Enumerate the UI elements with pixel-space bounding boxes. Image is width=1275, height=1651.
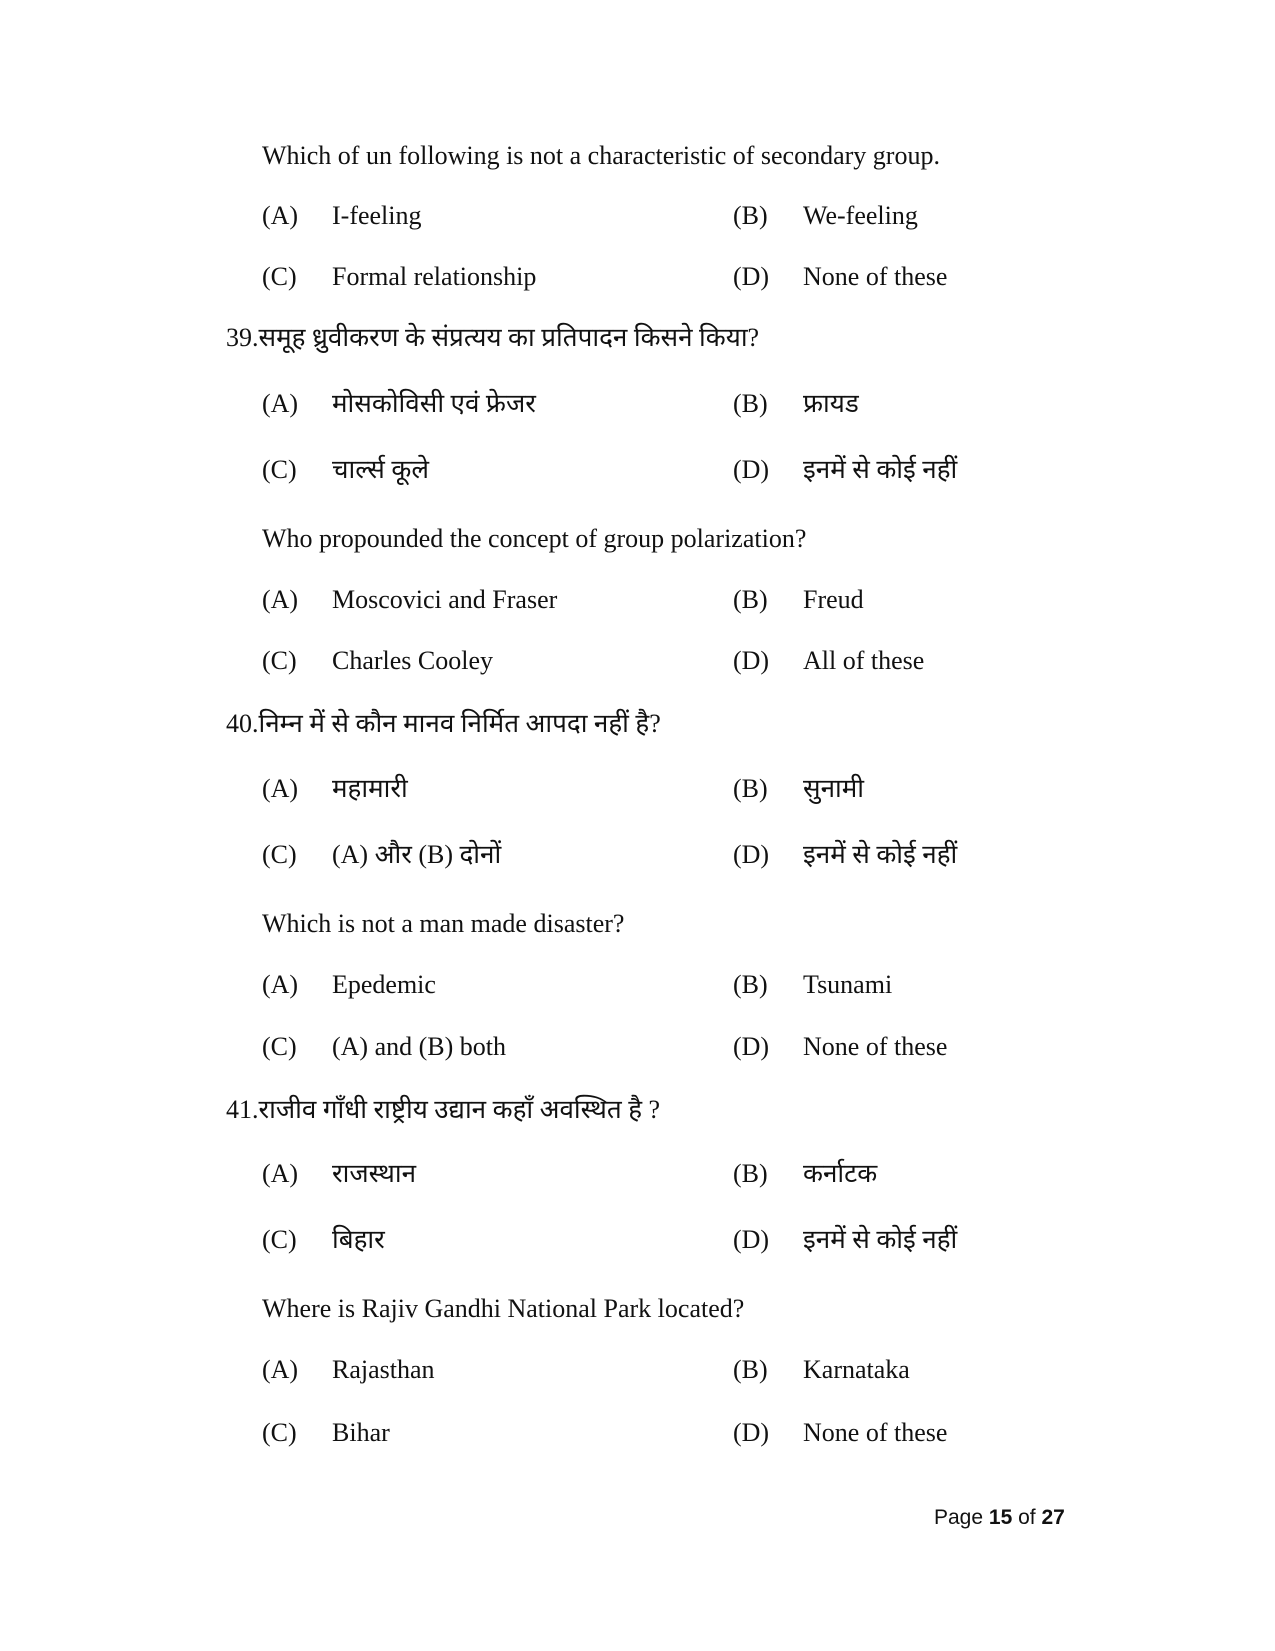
option-text: None of these	[803, 1032, 948, 1061]
question-text: 40.निम्न में से कौन मानव निर्मित आपदा नहीं है?	[226, 709, 661, 738]
option-label: (A)	[262, 970, 299, 999]
total-pages: 27	[1041, 1506, 1065, 1529]
option-label: (D)	[733, 840, 770, 869]
question-text: 41.राजीव गाँधी राष्ट्रीय उद्यान कहाँ अवस्थित है ?	[226, 1095, 661, 1124]
option-text: फ्रायड	[803, 389, 859, 418]
question-text: Which of un following is not a characteristic of secondary group.	[262, 141, 940, 170]
option-label: (B)	[733, 1355, 768, 1384]
option-label: (D)	[733, 1032, 770, 1061]
option-label: (C)	[262, 1418, 297, 1447]
option-text: सुनामी	[803, 774, 865, 803]
option-label: (A)	[262, 389, 299, 418]
option-label: (B)	[733, 774, 768, 803]
option-label: (A)	[262, 774, 299, 803]
option-label: (D)	[733, 1418, 770, 1447]
option-text: कर्नाटक	[803, 1159, 878, 1188]
question-text: Where is Rajiv Gandhi National Park located?	[262, 1294, 745, 1323]
option-label: (C)	[262, 1032, 297, 1061]
question-text: Which is not a man made disaster?	[262, 909, 625, 938]
option-text: Moscovici and Fraser	[332, 585, 558, 614]
option-label: (D)	[733, 646, 770, 675]
option-text: Karnataka	[803, 1355, 910, 1384]
option-text: राजस्थान	[332, 1159, 417, 1188]
option-text: महामारी	[332, 774, 408, 803]
option-text: Charles Cooley	[332, 646, 494, 675]
option-label: (B)	[733, 201, 768, 230]
option-text: इनमें से कोई नहीं	[803, 455, 958, 484]
option-text: चार्ल्स कूले	[332, 455, 429, 484]
option-label: (A)	[262, 585, 299, 614]
option-label: (A)	[262, 1159, 299, 1188]
option-text: All of these	[803, 646, 925, 675]
option-text: बिहार	[332, 1225, 385, 1254]
option-label: (B)	[733, 970, 768, 999]
option-label: (C)	[262, 1225, 297, 1254]
option-text: Formal relationship	[332, 262, 537, 291]
page-footer	[934, 1505, 1065, 1531]
option-label: (A)	[262, 1355, 299, 1384]
option-label: (B)	[733, 389, 768, 418]
option-label: (D)	[733, 262, 770, 291]
option-label: (C)	[262, 455, 297, 484]
option-label: (D)	[733, 1225, 770, 1254]
page-word: Page	[934, 1506, 984, 1529]
option-label: (D)	[733, 455, 770, 484]
option-text: None of these	[803, 262, 948, 291]
option-text: Tsunami	[803, 970, 893, 999]
option-label: (B)	[733, 1159, 768, 1188]
option-text: Bihar	[332, 1418, 390, 1447]
page-number: 15	[988, 1506, 1013, 1529]
option-label: (C)	[262, 262, 297, 291]
option-text: इनमें से कोई नहीं	[803, 840, 958, 869]
option-label: (C)	[262, 840, 297, 869]
option-text: (A) और (B) दोनों	[332, 840, 502, 869]
option-label: (C)	[262, 646, 297, 675]
option-text: Epedemic	[332, 970, 436, 999]
option-text: इनमें से कोई नहीं	[803, 1225, 958, 1254]
of-word: of	[1018, 1506, 1036, 1529]
question-text: 39.समूह ध्रुवीकरण के संप्रत्यय का प्रतिपादन किसने किया?	[226, 323, 760, 352]
option-text: I-feeling	[332, 201, 422, 230]
option-text: (A) and (B) both	[332, 1032, 507, 1061]
option-text: मोसकोविसी एवं फ्रेजर	[332, 389, 536, 418]
option-text: Freud	[803, 585, 864, 614]
question-text: Who propounded the concept of group polarization?	[262, 524, 807, 553]
option-text: We-feeling	[803, 201, 918, 230]
option-text: Rajasthan	[332, 1355, 435, 1384]
option-label: (A)	[262, 201, 299, 230]
option-text: None of these	[803, 1418, 948, 1447]
option-label: (B)	[733, 585, 768, 614]
